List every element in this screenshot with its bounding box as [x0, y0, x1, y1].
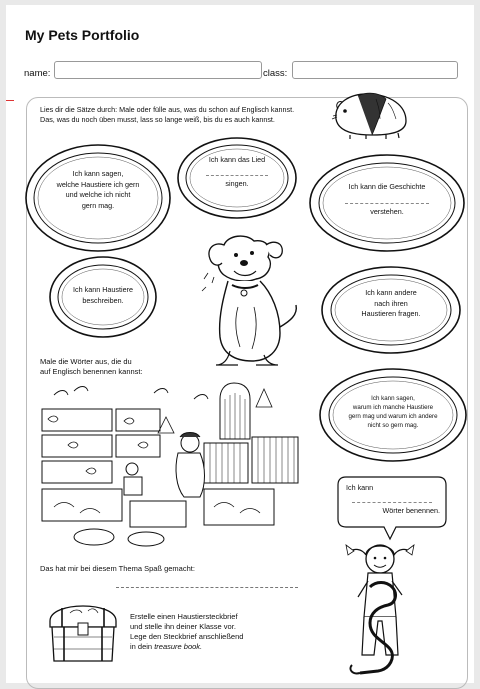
girl-with-snake-icon — [340, 537, 426, 679]
copyright-text — [0, 491, 1, 655]
statement-describe-line-1: Ich kann Haustiere — [73, 285, 133, 294]
statement-why-line-3: gern mag und warum ich andere — [348, 413, 438, 420]
class-label: class: — [263, 68, 288, 79]
statement-story-line-2: verstehen. — [370, 207, 404, 216]
bubble-blank[interactable] — [352, 494, 432, 503]
margin-mark — [6, 100, 14, 101]
statement-likes-line-1: Ich kann sagen, — [72, 169, 124, 178]
treasure-book-term: treasure book. — [154, 642, 203, 651]
page-title: My Pets Portfolio — [25, 27, 140, 43]
task-text — [130, 612, 300, 652]
fun-answer-line[interactable] — [116, 587, 298, 588]
task-line-1: Erstelle einen Haustiersteckbrief — [130, 612, 238, 621]
task-line-3: Lege den Steckbrief anschließend — [130, 632, 244, 641]
worksheet-page — [6, 5, 474, 683]
intro-text — [40, 105, 330, 125]
story-blank[interactable] — [345, 193, 429, 204]
paint-prompt-line-1: Male die Wörter aus, die du — [40, 357, 132, 366]
treasure-chest-icon — [44, 591, 122, 667]
statement-describe-line-2: beschreiben. — [82, 295, 124, 305]
statement-ask-line-2: nach ihren — [374, 298, 408, 308]
statement-why-line-4: nicht so gern mag. — [367, 422, 419, 429]
intro-line-1: Lies dir die Sätze durch: Male oder fülle aus, was du schon auf Englisch kannst. — [40, 105, 295, 114]
statement-story-text — [332, 182, 442, 218]
bubble-line-1: Ich kann — [346, 483, 374, 492]
task-line-2: und stelle ihn deiner Klasse vor. — [130, 622, 236, 631]
paint-prompt-line-2: auf Englisch benennen kannst: — [40, 367, 143, 376]
pet-shop-icon[interactable] — [34, 377, 306, 557]
intro-line-2: Das, was du noch üben musst, lass so lange weiß, bis du es auch kannst. — [40, 115, 275, 124]
song-blank[interactable] — [206, 166, 268, 176]
statement-likes-line-3: und welche ich nicht — [65, 190, 131, 199]
guinea-pig-icon — [328, 85, 414, 141]
class-field[interactable] — [292, 61, 458, 79]
statement-ask-line-3: Haustieren fragen. — [361, 309, 421, 318]
statement-why-line-2: warum ich manche Haustiere — [352, 404, 434, 411]
bubble-line-2: Wörter benennen. — [382, 506, 440, 515]
statement-ask-text — [342, 288, 440, 320]
paint-prompt — [40, 357, 143, 377]
dog-icon — [194, 231, 306, 371]
name-field[interactable] — [54, 61, 262, 79]
statement-why-line-1: Ich kann sagen, — [371, 395, 415, 402]
statement-story-line-1: Ich kann die Geschichte — [348, 182, 426, 191]
statement-likes-text — [42, 169, 154, 211]
statement-song-text — [194, 155, 280, 190]
statement-likes-line-4: gern mag. — [81, 200, 115, 210]
task-line-4 — [130, 642, 300, 652]
statement-song-line-2: singen. — [225, 179, 249, 188]
name-label: name: — [24, 68, 51, 79]
statement-describe-text — [62, 285, 144, 306]
statement-song-line-1: Ich kann das Lied — [208, 155, 266, 164]
speech-bubble-text — [344, 483, 440, 517]
statement-likes-line-2: welche Haustiere ich gern — [56, 179, 140, 189]
fun-prompt: Das hat mir bei diesem Thema Spaß gemacht: — [40, 564, 195, 573]
statement-ask-line-1: Ich kann andere — [365, 288, 417, 297]
task-line-4-prefix: in dein — [130, 642, 155, 651]
statement-why-text — [338, 394, 448, 430]
